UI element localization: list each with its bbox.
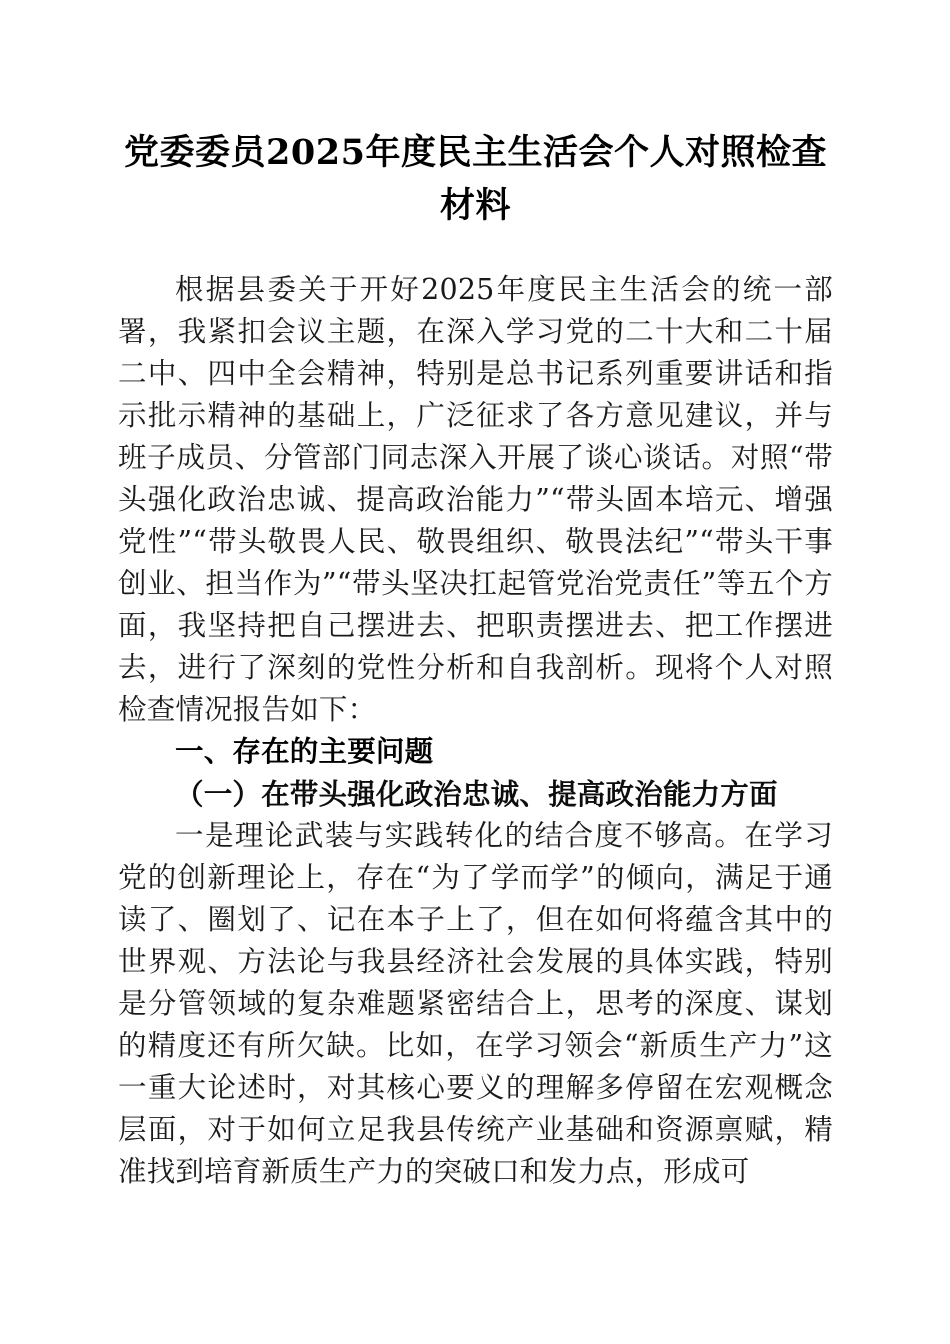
subsection-heading-one: （一）在带头强化政治忠诚、提高政治能力方面 bbox=[175, 777, 778, 811]
section-heading-one: 一、存在的主要问题 bbox=[175, 735, 434, 768]
document-content bbox=[118, 0, 833, 1193]
page-title: 党委委员2025年度民主生活会个人对照检查材料 bbox=[124, 132, 827, 226]
problem-point-one: 一是理论武装与实践转化的结合度不够高。在学习党的创新理论上，存在“为了学而学”的倾向，满足于通读了、圈划了、记在本子上了，但在如何将蕴含其中的世界观、方法论与我县经济社会发展的具体实践，特别是分管领域的复杂难题紧密结合上，思考的深度、谋划的精度还有所欠缺。比如，在学习领会“新质生产力”这一重大论述时，对其核心要义的理解多停留在宏观概念层面，对于如何立足我县传统产业基础和资源禀赋，精准找到培育新质生产力的突破口和发力点，形成可 bbox=[118, 819, 833, 1188]
opening-paragraph: 根据县委关于开好2025年度民主生活会的统一部署，我紧扣会议主题，在深入学习党的二十大和二十届二中、四中全会精神，特别是总书记系列重要讲话和指示批示精神的基础上，广泛征求了各方意见建议，并与班子成员、分管部门同志深入开展了谈心谈话。对照“带头强化政治忠诚、提高政治能力”“带头固本培元、增强党性”“带头敬畏人民、敬畏组织、敬畏法纪”“带头干事创业、担当作为”“带头坚决扛起管党治党责任”等五个方面，我坚持把自己摆进去、把职责摆进去、把工作摆进去，进行了深刻的党性分析和自我剖析。现将个人对照检查情况报告如下： bbox=[118, 273, 833, 726]
